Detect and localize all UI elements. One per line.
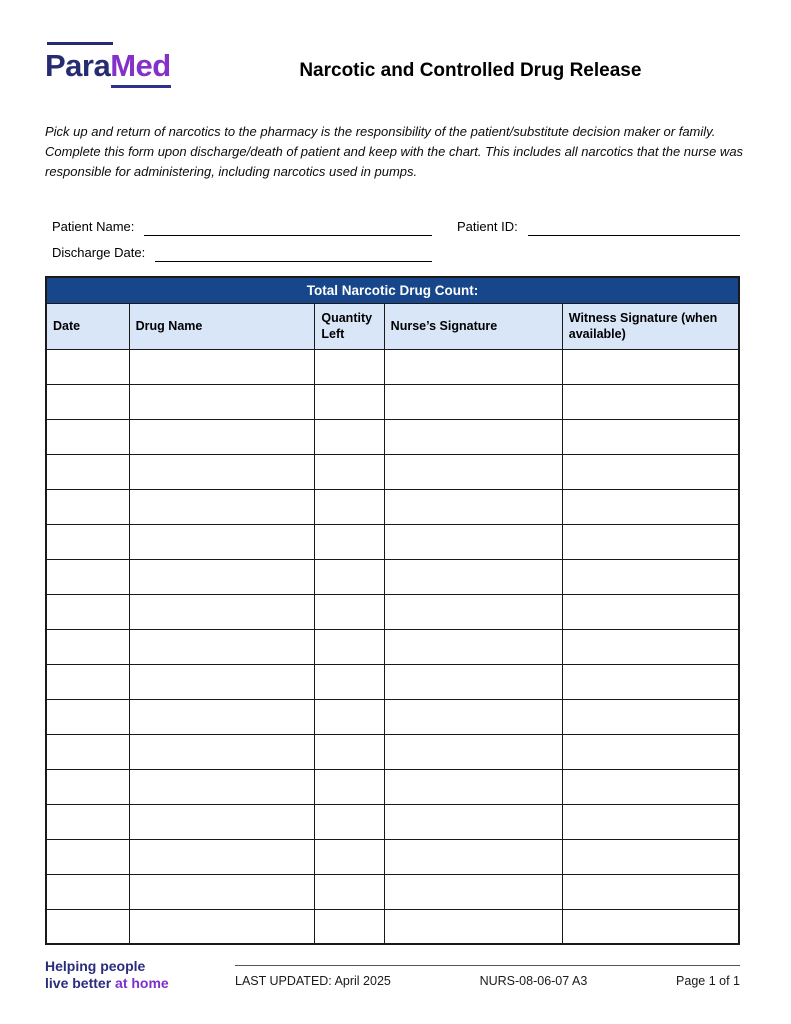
table-cell-date[interactable] bbox=[46, 419, 129, 454]
table-cell-witness-signature[interactable] bbox=[562, 874, 739, 909]
table-cell-quantity-left[interactable] bbox=[315, 769, 384, 804]
patient-name-field bbox=[52, 218, 432, 236]
table-cell-date[interactable] bbox=[46, 734, 129, 769]
table-cell-quantity-left[interactable] bbox=[315, 559, 384, 594]
patient-id-label: Patient ID: bbox=[457, 219, 518, 235]
column-header-nurse-signature: Nurse’s Signature bbox=[384, 303, 562, 349]
table-row bbox=[46, 384, 739, 419]
table-cell-drug-name[interactable] bbox=[129, 349, 315, 384]
table-cell-nurse-signature[interactable] bbox=[384, 349, 562, 384]
table-row bbox=[46, 559, 739, 594]
table-cell-witness-signature[interactable] bbox=[562, 839, 739, 874]
footer-meta-row bbox=[235, 974, 740, 988]
table-cell-nurse-signature[interactable] bbox=[384, 874, 562, 909]
table-cell-drug-name[interactable] bbox=[129, 524, 315, 559]
table-cell-date[interactable] bbox=[46, 874, 129, 909]
table-cell-witness-signature[interactable] bbox=[562, 664, 739, 699]
table-cell-nurse-signature[interactable] bbox=[384, 839, 562, 874]
table-cell-witness-signature[interactable] bbox=[562, 524, 739, 559]
table-cell-witness-signature[interactable] bbox=[562, 489, 739, 524]
table-row bbox=[46, 594, 739, 629]
table-cell-drug-name[interactable] bbox=[129, 874, 315, 909]
table-cell-drug-name[interactable] bbox=[129, 804, 315, 839]
table-cell-drug-name[interactable] bbox=[129, 489, 315, 524]
table-cell-quantity-left[interactable] bbox=[315, 594, 384, 629]
table-cell-drug-name[interactable] bbox=[129, 734, 315, 769]
table-cell-witness-signature[interactable] bbox=[562, 699, 739, 734]
paramed-logo bbox=[45, 50, 171, 81]
page-header bbox=[45, 38, 740, 100]
tagline bbox=[45, 958, 205, 991]
table-cell-quantity-left[interactable] bbox=[315, 489, 384, 524]
title-container bbox=[171, 38, 740, 82]
table-row bbox=[46, 454, 739, 489]
table-cell-quantity-left[interactable] bbox=[315, 909, 384, 944]
table-cell-nurse-signature[interactable] bbox=[384, 384, 562, 419]
table-row bbox=[46, 804, 739, 839]
table-cell-quantity-left[interactable] bbox=[315, 454, 384, 489]
table-cell-date[interactable] bbox=[46, 664, 129, 699]
table-cell-date[interactable] bbox=[46, 349, 129, 384]
table-cell-witness-signature[interactable] bbox=[562, 419, 739, 454]
table-cell-drug-name[interactable] bbox=[129, 454, 315, 489]
table-cell-quantity-left[interactable] bbox=[315, 804, 384, 839]
table-cell-witness-signature[interactable] bbox=[562, 769, 739, 804]
table-cell-nurse-signature[interactable] bbox=[384, 804, 562, 839]
table-cell-nurse-signature[interactable] bbox=[384, 909, 562, 944]
table-cell-drug-name[interactable] bbox=[129, 559, 315, 594]
patient-id-field bbox=[457, 218, 740, 236]
last-updated-text: LAST UPDATED: April 2025 bbox=[235, 974, 391, 989]
table-cell-date[interactable] bbox=[46, 489, 129, 524]
table-cell-drug-name[interactable] bbox=[129, 419, 315, 454]
table-header-row bbox=[46, 303, 739, 349]
table-cell-nurse-signature[interactable] bbox=[384, 769, 562, 804]
tagline-live-better: live better bbox=[45, 974, 116, 991]
discharge-date-label: Discharge Date: bbox=[52, 245, 146, 261]
page-footer bbox=[45, 958, 740, 991]
logo-text-med: Med bbox=[110, 48, 171, 83]
table-cell-witness-signature[interactable] bbox=[562, 734, 739, 769]
table-cell-nurse-signature[interactable] bbox=[384, 489, 562, 524]
table-cell-date[interactable] bbox=[46, 454, 129, 489]
table-cell-date[interactable] bbox=[46, 909, 129, 944]
field-row-2 bbox=[52, 236, 740, 262]
patient-name-input[interactable] bbox=[144, 218, 432, 236]
table-row bbox=[46, 664, 739, 699]
table-cell-drug-name[interactable] bbox=[129, 699, 315, 734]
footer-meta-block bbox=[235, 958, 740, 988]
table-caption-row bbox=[46, 277, 739, 303]
table-cell-date[interactable] bbox=[46, 524, 129, 559]
field-row-1 bbox=[52, 210, 740, 236]
table-cell-nurse-signature[interactable] bbox=[384, 594, 562, 629]
table-cell-quantity-left[interactable] bbox=[315, 629, 384, 664]
column-header-date: Date bbox=[46, 303, 129, 349]
intro-paragraph: Pick up and return of narcotics to the pharmacy is the responsibility of the patient/substitute decision maker or family. Complete this form upon discharge/death of patient and keep with the chart. This includes all narcotics that the nurse was responsible for administering, including narcotics used in pumps. bbox=[45, 124, 744, 180]
table-cell-quantity-left[interactable] bbox=[315, 384, 384, 419]
table-row bbox=[46, 839, 739, 874]
table-caption: Total Narcotic Drug Count: bbox=[46, 277, 739, 303]
table-cell-date[interactable] bbox=[46, 804, 129, 839]
table-cell-drug-name[interactable] bbox=[129, 384, 315, 419]
page-title: Narcotic and Controlled Drug Release bbox=[299, 60, 642, 81]
table-cell-witness-signature[interactable] bbox=[562, 384, 739, 419]
table-row bbox=[46, 769, 739, 804]
table-cell-quantity-left[interactable] bbox=[315, 874, 384, 909]
table-row bbox=[46, 349, 739, 384]
patient-id-input[interactable] bbox=[528, 218, 740, 236]
logo-text bbox=[45, 48, 171, 83]
table-cell-date[interactable] bbox=[46, 594, 129, 629]
table-cell-witness-signature[interactable] bbox=[562, 559, 739, 594]
table-cell-nurse-signature[interactable] bbox=[384, 559, 562, 594]
table-cell-nurse-signature[interactable] bbox=[384, 419, 562, 454]
table-cell-witness-signature[interactable] bbox=[562, 454, 739, 489]
table-cell-date[interactable] bbox=[46, 769, 129, 804]
table-row bbox=[46, 489, 739, 524]
patient-name-label: Patient Name: bbox=[52, 219, 135, 235]
table-cell-nurse-signature[interactable] bbox=[384, 454, 562, 489]
table-cell-drug-name[interactable] bbox=[129, 839, 315, 874]
table-cell-nurse-signature[interactable] bbox=[384, 664, 562, 699]
page-number-text: Page 1 of 1 bbox=[676, 974, 740, 989]
table-row bbox=[46, 419, 739, 454]
column-header-witness-signature: Witness Signature (when available) bbox=[562, 303, 739, 349]
table-cell-quantity-left[interactable] bbox=[315, 524, 384, 559]
table-cell-witness-signature[interactable] bbox=[562, 629, 739, 664]
table-row bbox=[46, 629, 739, 664]
patient-fields bbox=[52, 210, 740, 262]
tagline-at-home: at home bbox=[115, 974, 169, 991]
table-cell-date[interactable] bbox=[46, 559, 129, 594]
table-cell-witness-signature[interactable] bbox=[562, 349, 739, 384]
table-cell-quantity-left[interactable] bbox=[315, 419, 384, 454]
table-cell-witness-signature[interactable] bbox=[562, 909, 739, 944]
table-cell-drug-name[interactable] bbox=[129, 664, 315, 699]
table-row bbox=[46, 734, 739, 769]
table-cell-quantity-left[interactable] bbox=[315, 839, 384, 874]
table-cell-nurse-signature[interactable] bbox=[384, 699, 562, 734]
logo-top-rule bbox=[47, 42, 113, 45]
table-cell-drug-name[interactable] bbox=[129, 594, 315, 629]
discharge-date-field bbox=[52, 244, 432, 262]
table-cell-date[interactable] bbox=[46, 384, 129, 419]
table-row bbox=[46, 874, 739, 909]
table-body bbox=[46, 349, 739, 944]
table-cell-witness-signature[interactable] bbox=[562, 804, 739, 839]
column-header-quantity-left: Quantity Left bbox=[315, 303, 384, 349]
table-cell-quantity-left[interactable] bbox=[315, 699, 384, 734]
table-cell-date[interactable] bbox=[46, 699, 129, 734]
table-cell-drug-name[interactable] bbox=[129, 629, 315, 664]
table-row bbox=[46, 699, 739, 734]
table-cell-nurse-signature[interactable] bbox=[384, 629, 562, 664]
table-cell-witness-signature[interactable] bbox=[562, 594, 739, 629]
table-cell-nurse-signature[interactable] bbox=[384, 524, 562, 559]
discharge-date-input[interactable] bbox=[155, 244, 432, 262]
table-cell-drug-name[interactable] bbox=[129, 909, 315, 944]
table-row bbox=[46, 524, 739, 559]
tagline-line1: Helping people bbox=[45, 958, 146, 975]
footer-divider bbox=[235, 965, 740, 966]
table-cell-date[interactable] bbox=[46, 839, 129, 874]
column-header-drug-name: Drug Name bbox=[129, 303, 315, 349]
document-id-text: NURS-08-06-07 A3 bbox=[479, 974, 588, 989]
table-cell-quantity-left[interactable] bbox=[315, 349, 384, 384]
logo-text-para: Para bbox=[45, 48, 111, 83]
table-cell-nurse-signature[interactable] bbox=[384, 734, 562, 769]
table-row bbox=[46, 909, 739, 944]
table-cell-drug-name[interactable] bbox=[129, 769, 315, 804]
table-cell-quantity-left[interactable] bbox=[315, 664, 384, 699]
tagline-line2 bbox=[45, 975, 205, 992]
logo-bottom-rule bbox=[111, 85, 171, 88]
narcotic-count-table bbox=[45, 276, 740, 945]
table-cell-date[interactable] bbox=[46, 629, 129, 664]
table-cell-quantity-left[interactable] bbox=[315, 734, 384, 769]
